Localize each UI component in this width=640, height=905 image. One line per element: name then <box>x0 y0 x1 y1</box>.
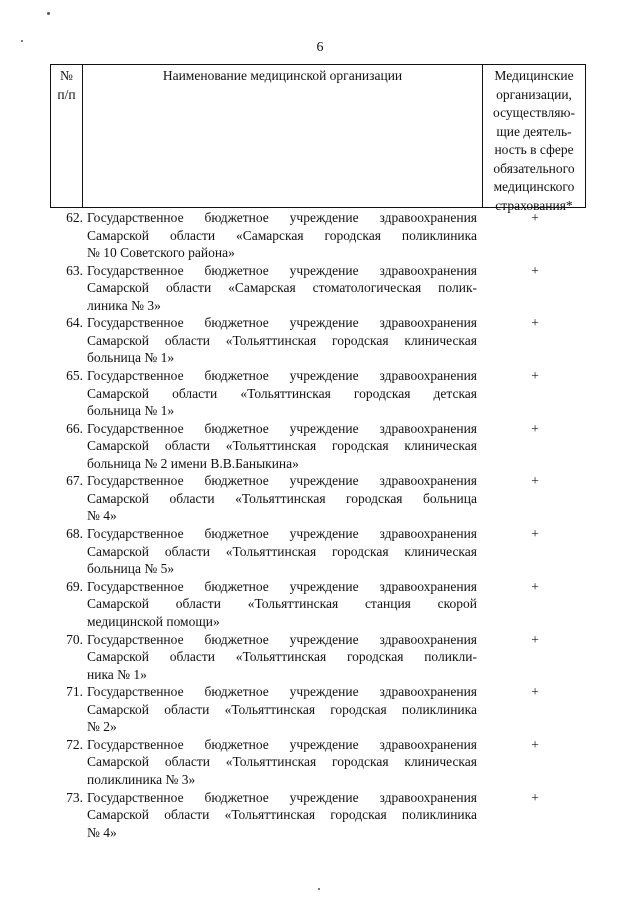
header-number-column <box>51 65 83 207</box>
organization-name-line: Самарской области «Тольяттинская городская клиническая <box>87 332 477 348</box>
organization-name-line: Государственное бюджетное учреждение здравоохранения <box>87 420 477 436</box>
header-name-column: Наименование медицинской организации <box>83 65 483 207</box>
organization-name-line: больница № 2 имени В.В.Баныкина» <box>87 455 299 471</box>
organization-name-line: Государственное бюджетное учреждение здравоохранения <box>87 578 477 594</box>
table-header <box>50 64 586 213</box>
organization-name-line: Самарской области «Тольяттинская городская поликли- <box>87 649 477 664</box>
oms-participation-mark: + <box>531 368 539 384</box>
row-number: 70. <box>66 631 83 647</box>
organization-name-line: Самарской области «Тольяттинская городская больница <box>87 490 477 506</box>
table-row <box>50 367 586 420</box>
row-number: 68. <box>66 526 83 542</box>
organization-name-line: Самарской области «Тольяттинская станция скорой <box>87 596 477 612</box>
organization-list <box>50 209 586 841</box>
organization-name-line: Самарской области «Тольяттинская городская поликлиника <box>87 701 477 717</box>
organization-name-line: ника № 1» <box>87 666 147 682</box>
organization-name-line: Самарской области «Тольяттинская городская поликлиника <box>87 807 477 823</box>
table-row <box>50 789 586 842</box>
table-row <box>50 631 586 684</box>
organization-name <box>87 262 477 315</box>
organization-name <box>87 209 477 262</box>
organization-name <box>87 789 477 842</box>
organization-name-line: Государственное бюджетное учреждение здравоохранения <box>87 789 477 805</box>
organization-name-line: Государственное бюджетное учреждение здравоохранения <box>87 736 477 752</box>
row-number: 67. <box>66 473 83 489</box>
table-row <box>50 525 586 578</box>
row-number: 66. <box>66 420 83 436</box>
scan-speck <box>318 888 320 890</box>
page-number: 6 <box>316 40 324 55</box>
organization-name <box>87 367 477 420</box>
organization-name-line: Государственное бюджетное учреждение здравоохранения <box>87 473 477 489</box>
organization-name-line: Государственное бюджетное учреждение здравоохранения <box>87 631 477 647</box>
organization-name-line: Государственное бюджетное учреждение здравоохранения <box>87 684 477 700</box>
oms-participation-mark: + <box>531 473 539 489</box>
organization-name <box>87 525 477 578</box>
organization-name-line: поликлиника № 3» <box>87 771 196 787</box>
organization-name <box>87 736 477 789</box>
oms-participation-mark: + <box>531 578 539 594</box>
oms-participation-mark: + <box>531 420 539 436</box>
organization-name <box>87 420 477 473</box>
header-oms-line: обязательного <box>493 160 575 176</box>
oms-participation-mark: + <box>531 262 539 278</box>
organization-name-line: Государственное бюджетное учреждение здравоохранения <box>87 262 477 278</box>
header-oms-line: Медицинские <box>494 68 574 83</box>
row-number: 71. <box>66 684 83 700</box>
table-row <box>50 683 586 736</box>
table-row <box>50 314 586 367</box>
row-number: 69. <box>66 578 83 594</box>
organization-name-line: Государственное бюджетное учреждение здравоохранения <box>87 315 477 331</box>
organization-name-line: Государственное бюджетное учреждение здравоохранения <box>87 210 477 225</box>
row-number: 64. <box>66 315 83 331</box>
organization-name <box>87 472 477 525</box>
row-number: 63. <box>66 262 83 278</box>
table-row <box>50 209 586 262</box>
row-number: 72. <box>66 736 83 752</box>
organization-name-line: Самарской области «Тольяттинская городская детская <box>87 385 477 401</box>
organization-name-line: больница № 5» <box>87 561 175 577</box>
organization-name-line: Самарской области «Тольяттинская городская клиническая <box>87 543 477 559</box>
header-oms-line: щие деятель- <box>496 123 572 139</box>
oms-participation-mark: + <box>531 736 539 752</box>
table-row <box>50 262 586 315</box>
organization-name-line: Государственное бюджетное учреждение здравоохранения <box>87 526 477 542</box>
oms-participation-mark: + <box>531 526 539 542</box>
table-row <box>50 736 586 789</box>
organization-name-line: Государственное бюджетное учреждение здравоохранения <box>87 368 477 384</box>
oms-participation-mark: + <box>531 789 539 805</box>
header-oms-line: ность в сфере <box>494 142 574 157</box>
header-oms-column <box>483 65 585 213</box>
organization-name <box>87 578 477 631</box>
organization-name <box>87 631 477 684</box>
organization-name-line: больница № 1» <box>87 403 175 419</box>
row-number: 73. <box>66 789 83 805</box>
header-number-line: № <box>60 68 73 83</box>
organization-name-line: медицинской помощи» <box>87 613 220 629</box>
organization-name-line: Самарской области «Тольяттинская городская клиническая <box>87 754 477 770</box>
organization-name-line: № 4» <box>87 508 117 524</box>
table-row <box>50 472 586 525</box>
scan-speck <box>47 12 50 15</box>
organization-name-line: линика № 3» <box>87 297 161 313</box>
header-number-line: п/п <box>57 86 76 102</box>
organization-name-line: № 2» <box>87 719 117 735</box>
header-oms-line: осуществляю- <box>493 105 575 120</box>
row-number: 65. <box>66 368 83 384</box>
oms-participation-mark: + <box>531 210 539 225</box>
organization-name <box>87 683 477 736</box>
header-oms-line: медицинского <box>493 179 575 194</box>
organization-name-line: № 4» <box>87 824 117 840</box>
header-oms-line: страхования* <box>495 197 573 213</box>
oms-participation-mark: + <box>531 315 539 331</box>
organization-name-line: Самарской области «Самарская городская поликлиника <box>87 227 477 243</box>
organization-name-line: Самарской области «Тольяттинская городская клиническая <box>87 438 477 454</box>
header-oms-line: организации, <box>496 86 572 102</box>
organization-name-line: больница № 1» <box>87 350 175 366</box>
organization-name-line: № 10 Советского района» <box>87 245 235 260</box>
row-number: 62. <box>66 210 83 225</box>
oms-participation-mark: + <box>531 631 539 647</box>
table-row <box>50 578 586 631</box>
organization-name <box>87 314 477 367</box>
table-row <box>50 420 586 473</box>
oms-participation-mark: + <box>531 684 539 700</box>
organization-name-line: Самарской области «Самарская стоматологическая полик- <box>87 280 477 296</box>
